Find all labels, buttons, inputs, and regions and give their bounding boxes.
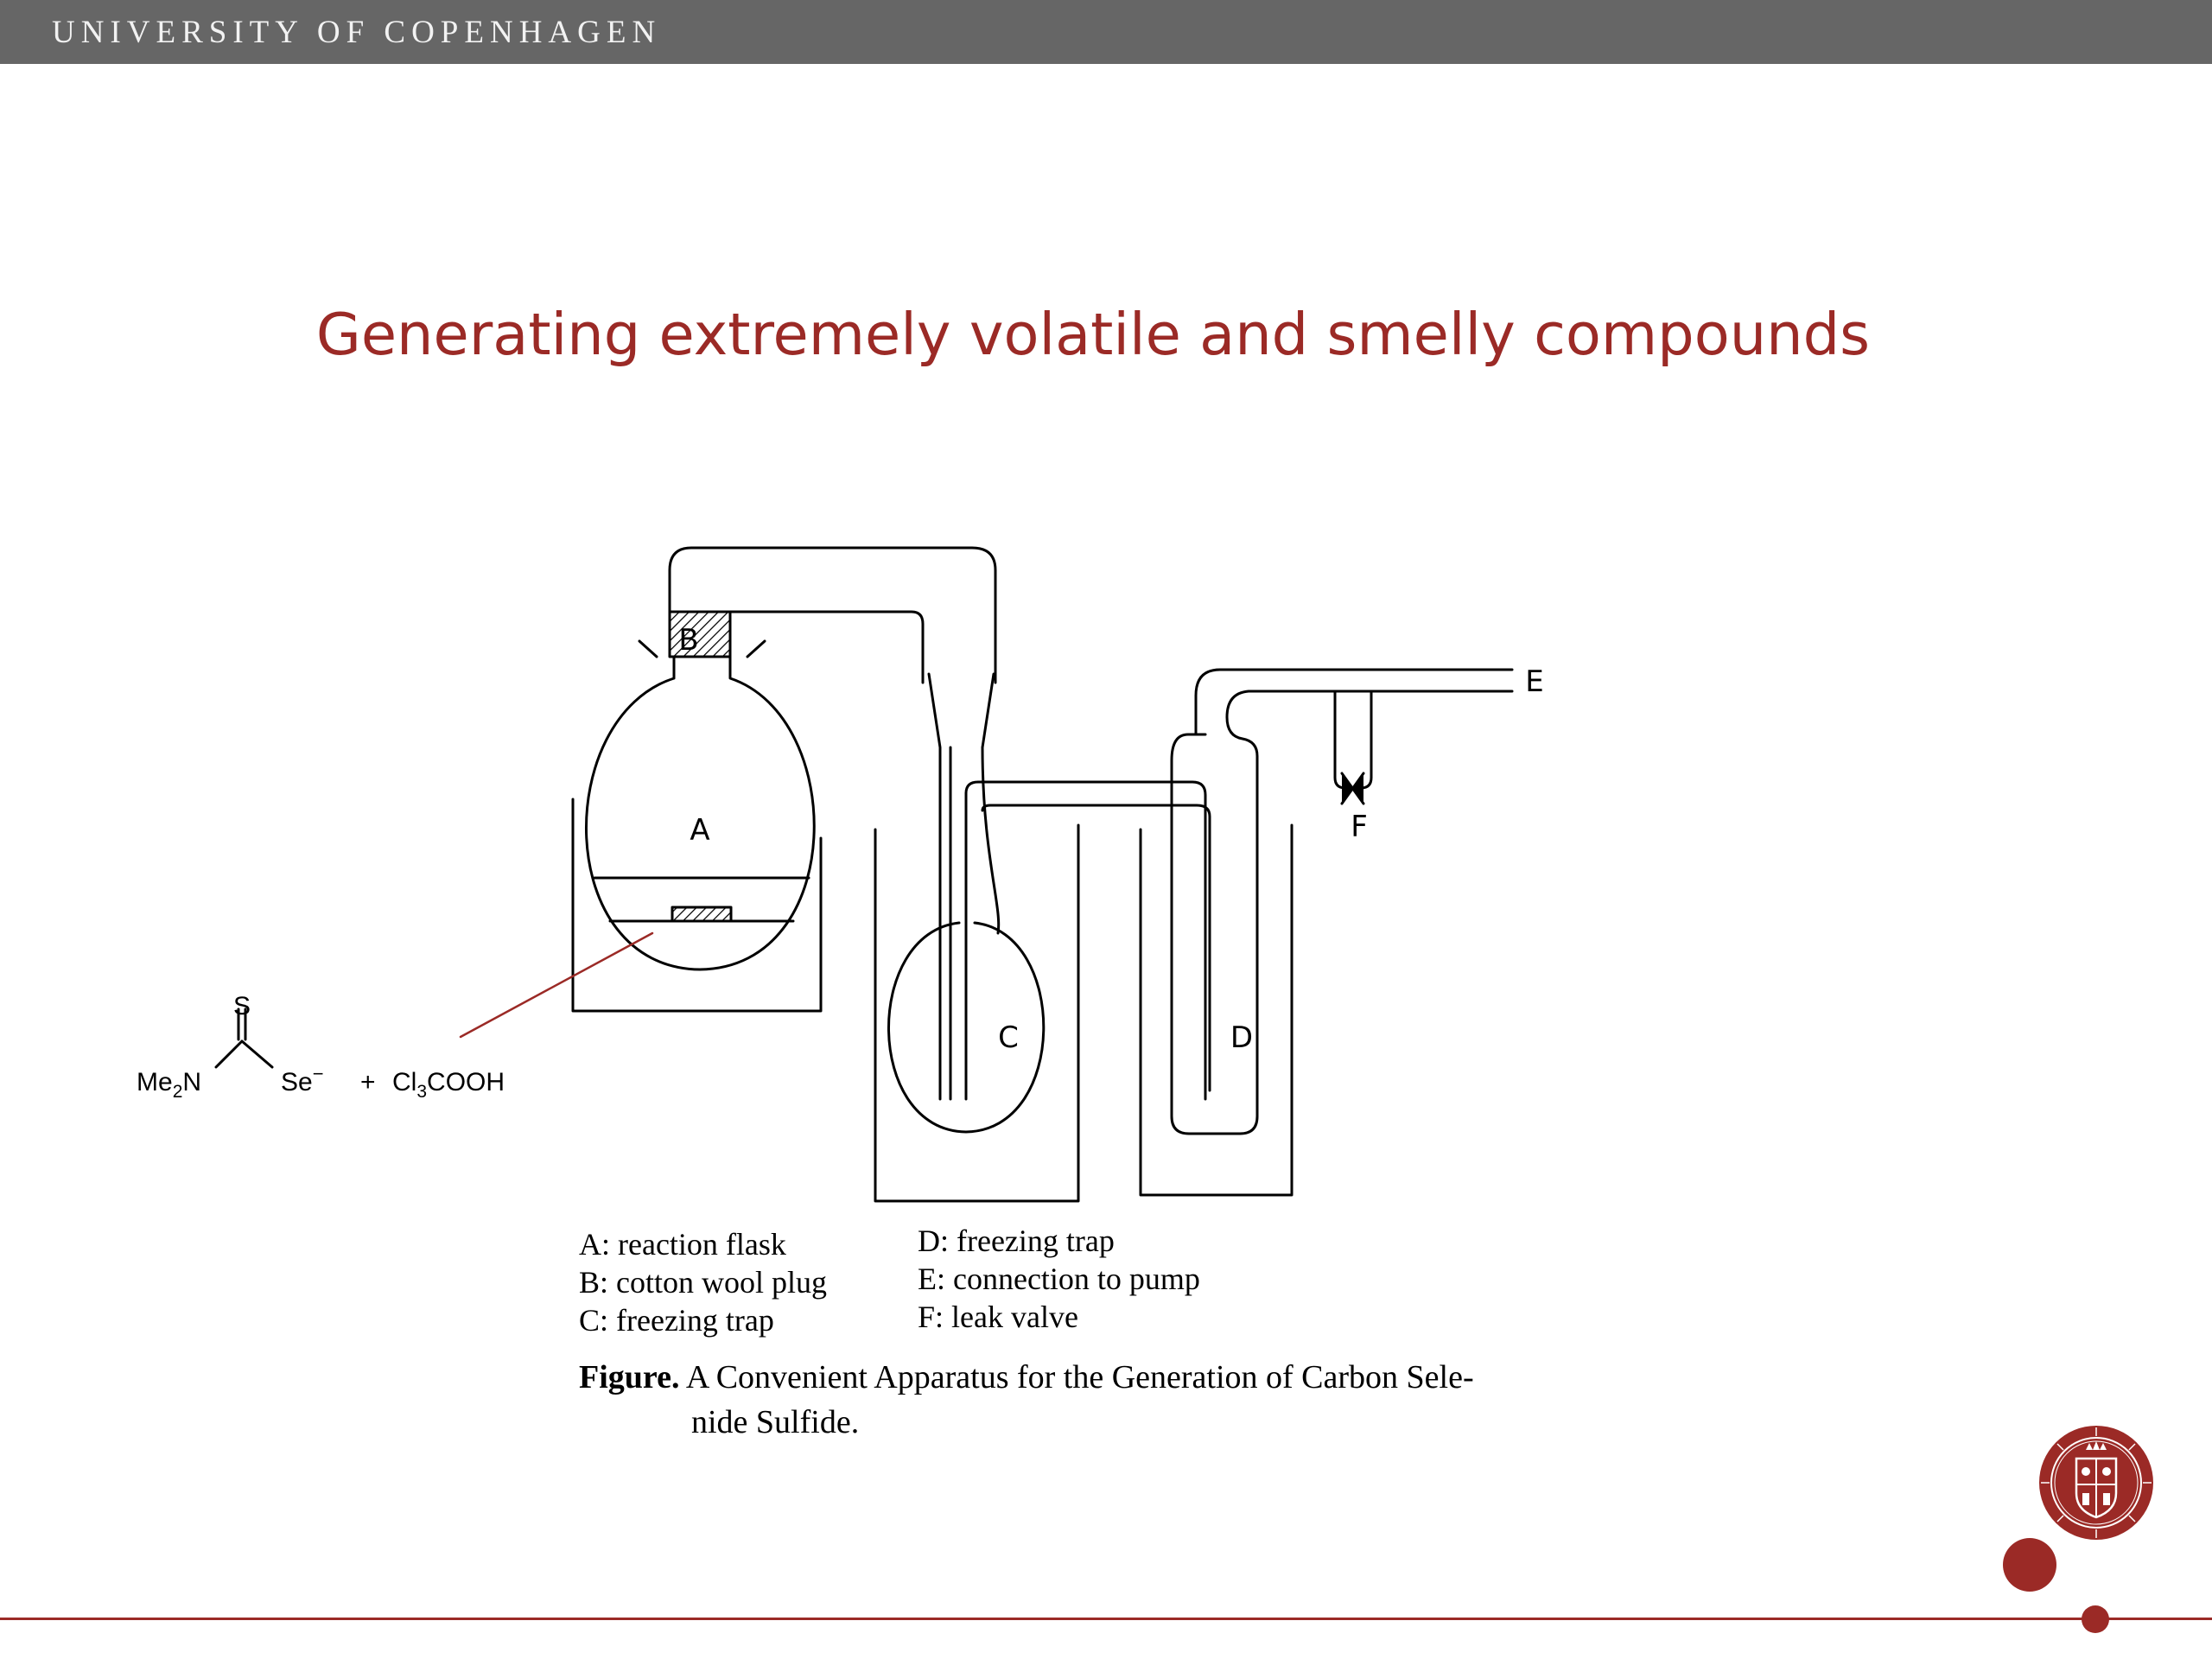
label-a: A	[690, 813, 710, 848]
header-bar	[0, 0, 2212, 64]
label-d: D	[1230, 1020, 1254, 1055]
apparatus-diagram	[0, 484, 2212, 1210]
trichloroacetic-acid: $Cl_3COOH$	[392, 1068, 505, 1102]
plus-sign: +	[360, 1068, 376, 1096]
amine-group: $Me_2N$	[137, 1068, 202, 1102]
legend-item: E: connection to pump	[918, 1262, 1200, 1296]
label-c: C	[998, 1020, 1019, 1055]
label-b: B	[678, 623, 699, 658]
legend-item: B: cotton wool plug	[579, 1265, 827, 1300]
legend-right	[918, 1222, 1200, 1336]
label-e: E	[1525, 664, 1544, 699]
legend-left	[579, 1225, 827, 1339]
sulfur-atom: S	[232, 992, 251, 1020]
decorative-dot-large	[2003, 1538, 2056, 1592]
trap-c-neck	[929, 674, 994, 1099]
reaction-pointer-line	[461, 933, 652, 1037]
caption-text: A Convenient Apparatus for the Generation of Carbon Sele-	[685, 1359, 1474, 1395]
caption-label: Figure.	[579, 1359, 680, 1395]
flask-c-neck-right	[982, 747, 999, 933]
legend-item: F: leak valve	[918, 1300, 1078, 1334]
label-f: F	[1351, 810, 1368, 844]
footer-rule	[0, 1618, 2212, 1620]
decorative-dot-small	[2082, 1605, 2109, 1633]
slide-title: Generating extremely volatile and smelly compounds	[315, 301, 1871, 368]
university-name: UNIVERSITY OF COPENHAGEN	[52, 15, 662, 50]
leak-valve-arm	[1335, 691, 1371, 788]
figure-caption	[579, 1355, 1590, 1445]
legend-item: D: freezing trap	[918, 1224, 1115, 1258]
legend-item: C: freezing trap	[579, 1303, 774, 1338]
stir-bar	[672, 907, 731, 921]
university-seal-icon	[2037, 1424, 2155, 1541]
trap-d-upper-tube	[1196, 670, 1512, 734]
legend-item: A: reaction flask	[579, 1227, 786, 1262]
bath-c	[875, 825, 1078, 1201]
bath-d	[1141, 825, 1292, 1195]
trap-d-outer	[1172, 691, 1512, 1134]
caption-continuation: nide Sulfide.	[691, 1404, 860, 1440]
selenide-anion: Se−	[281, 1063, 324, 1096]
